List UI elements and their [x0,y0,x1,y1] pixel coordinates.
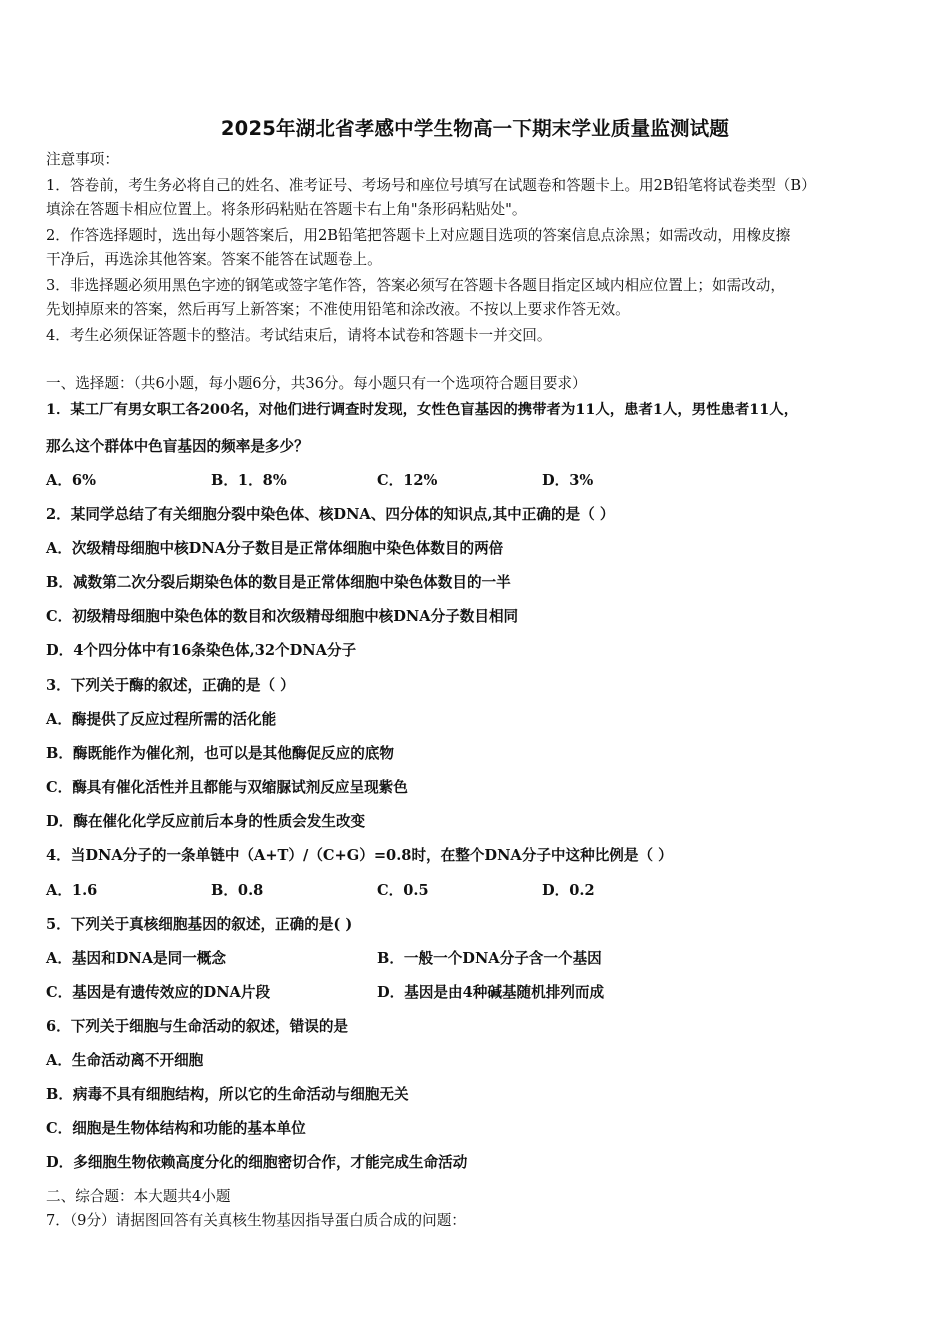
option: B．减数第二次分裂后期染色体的数目是正常体细胞中染色体数目的一半 [46,574,511,591]
question-stem: 6．下列关于细胞与生命活动的叙述，错误的是 [46,1018,349,1035]
option: C．基因是有遗传效应的DNA片段 [46,984,271,1001]
question-stem: 5．下列关于真核细胞基因的叙述，正确的是( ) [46,916,353,933]
notice-line: 3．非选择题必须用黑色字迹的钢笔或签字笔作答，答案必须写在答题卡各题目指定区域内相应位置上；如需改动， [46,277,785,294]
option: B．病毒不具有细胞结构，所以它的生命活动与细胞无关 [46,1086,409,1103]
notice-line: 2．作答选择题时，选出每小题答案后，用2B铅笔把答题卡上对应题目选项的答案信息点涂黑；如需改动，用橡皮擦 [46,227,791,244]
option: A．酶提供了反应过程所需的活化能 [46,711,277,728]
question-stem: 那么这个群体中色盲基因的频率是多少？ [46,438,309,455]
option: C．0.5 [377,882,429,899]
question-stem: 7．（9分）请据图回答有关真核生物基因指导蛋白质合成的问题： [46,1212,466,1229]
option: C．酶具有催化活性并且都能与双缩脲试剂反应呈现紫色 [46,779,408,796]
option: B．0.8 [211,882,264,899]
option: D．基因是由4种碱基随机排列而成 [377,984,605,1001]
question-stem: 4．当DNA分子的一条单链中（A+T）/（C+G）=0.8时，在整个DNA分子中这种比例是（ ） [46,847,673,864]
notice-heading: 注意事项： [46,151,119,168]
section-heading: 一、选择题：（共6小题，每小题6分，共36分。每小题只有一个选项符合题目要求） [46,375,587,392]
option: A．1.6 [46,882,98,899]
question-stem: 2．某同学总结了有关细胞分裂中染色体、核DNA、四分体的知识点,其中正确的是（ ） [46,506,615,523]
option: D．4个四分体中有16条染色体,32个DNA分子 [46,642,357,659]
option: C．初级精母细胞中染色体的数目和次级精母细胞中核DNA分子数目相同 [46,608,519,625]
option: B．一般一个DNA分子含一个基因 [377,950,602,967]
option: D．3% [542,472,594,489]
option: D．0.2 [542,882,595,899]
option: B．酶既能作为催化剂，也可以是其他酶促反应的底物 [46,745,394,762]
notice-line: 干净后，再选涂其他答案。答案不能答在试题卷上。 [46,251,382,268]
option: B．1．8% [211,472,287,489]
section-heading: 二、综合题：本大题共4小题 [46,1188,231,1205]
option: C．12% [377,472,438,489]
notice-line: 4．考生必须保证答题卡的整洁。考试结束后，请将本试卷和答题卡一并交回。 [46,327,552,344]
page-title: 2025年湖北省孝感中学生物高一下期末学业质量监测试题 [220,117,730,140]
notice-line: 1．答卷前，考生务必将自己的姓名、准考证号、考场号和座位号填写在试题卷和答题卡上。用2B铅笔将试卷类型（B） [46,177,816,194]
option: A．生命活动离不开细胞 [46,1052,204,1069]
option: C．细胞是生物体结构和功能的基本单位 [46,1120,306,1137]
notice-line: 填涂在答题卡相应位置上。将条形码粘贴在答题卡右上角"条形码粘贴处"。 [46,201,527,218]
option: D．多细胞生物依赖高度分化的细胞密切合作，才能完成生命活动 [46,1154,468,1171]
option: A．次级精母细胞中核DNA分子数目是正常体细胞中染色体数目的两倍 [46,540,504,557]
option: A．6% [46,472,96,489]
question-stem: 1．某工厂有男女职工各200名，对他们进行调查时发现，女性色盲基因的携带者为11人，患者1人，男性患者11人， [46,401,799,418]
option: D．酶在催化化学反应前后本身的性质会发生改变 [46,813,366,830]
notice-line: 先划掉原来的答案，然后再写上新答案；不准使用铅笔和涂改液。不按以上要求作答无效。 [46,301,630,318]
question-stem: 3．下列关于酶的叙述，正确的是（ ） [46,677,295,694]
option: A．基因和DNA是同一概念 [46,950,226,967]
